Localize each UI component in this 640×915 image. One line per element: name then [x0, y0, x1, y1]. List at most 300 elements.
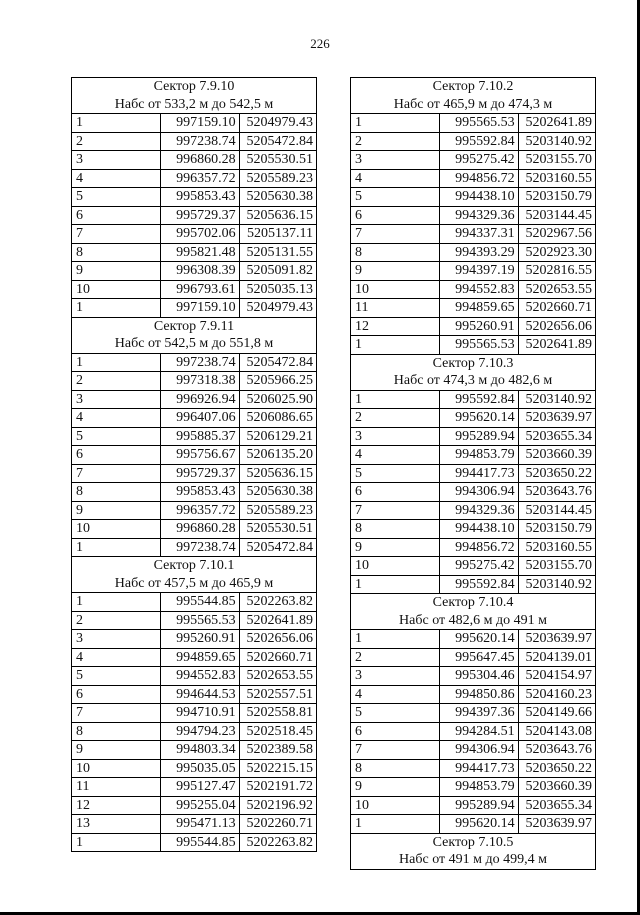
point-number-cell: 1	[72, 833, 161, 852]
y-coordinate-cell: 5204139.01	[518, 648, 595, 667]
x-coordinate-cell: 994710.91	[161, 704, 239, 723]
table-row	[351, 501, 596, 520]
table-row	[72, 299, 317, 318]
x-coordinate-cell: 995729.37	[161, 206, 239, 225]
y-coordinate-cell: 5205091.82	[239, 262, 316, 281]
x-coordinate-cell: 995544.85	[161, 593, 239, 612]
table-row	[351, 630, 596, 649]
x-coordinate-cell: 995544.85	[161, 833, 239, 852]
y-coordinate-cell: 5205530.51	[239, 520, 316, 539]
x-coordinate-cell: 995647.45	[440, 648, 518, 667]
x-coordinate-cell: 995304.46	[440, 667, 518, 686]
y-coordinate-cell: 5205630.38	[239, 483, 316, 502]
point-number-cell: 9	[351, 778, 440, 797]
sector-header-row	[72, 78, 317, 114]
y-coordinate-cell: 5202260.71	[239, 815, 316, 834]
table-row	[351, 667, 596, 686]
x-coordinate-cell: 996357.72	[161, 169, 239, 188]
point-number-cell: 7	[72, 225, 161, 244]
y-coordinate-cell: 5203639.97	[518, 815, 595, 834]
y-coordinate-cell: 5203155.70	[518, 557, 595, 576]
sector-header	[351, 594, 596, 630]
table-row	[351, 299, 596, 318]
x-coordinate-cell: 995565.53	[440, 114, 518, 133]
point-number-cell: 4	[72, 169, 161, 188]
x-coordinate-cell: 994552.83	[440, 280, 518, 299]
left-coordinate-table	[71, 77, 317, 852]
point-number-cell: 7	[72, 464, 161, 483]
point-number-cell: 8	[72, 722, 161, 741]
x-coordinate-cell: 995035.05	[161, 759, 239, 778]
point-number-cell: 1	[351, 815, 440, 834]
y-coordinate-cell: 5205589.23	[239, 501, 316, 520]
point-number-cell: 1	[351, 114, 440, 133]
point-number-cell: 5	[72, 427, 161, 446]
y-coordinate-cell: 5203650.22	[518, 759, 595, 778]
sector-title: Сектор 7.10.3	[432, 355, 514, 371]
y-coordinate-cell: 5202660.71	[239, 648, 316, 667]
y-coordinate-cell: 5202557.51	[239, 685, 316, 704]
y-coordinate-cell: 5203655.34	[518, 796, 595, 815]
point-number-cell: 10	[72, 280, 161, 299]
point-number-cell: 2	[351, 648, 440, 667]
table-row	[351, 390, 596, 409]
point-number-cell: 13	[72, 815, 161, 834]
table-row	[351, 206, 596, 225]
y-coordinate-cell: 5203655.34	[518, 427, 595, 446]
x-coordinate-cell: 995275.42	[440, 557, 518, 576]
point-number-cell: 4	[351, 446, 440, 465]
table-row	[72, 243, 317, 262]
point-number-cell: 9	[72, 262, 161, 281]
point-number-cell: 12	[351, 317, 440, 336]
x-coordinate-cell: 995620.14	[440, 815, 518, 834]
x-coordinate-cell: 997159.10	[161, 299, 239, 318]
sector-title: Сектор 7.9.10	[153, 79, 235, 94]
y-coordinate-cell: 5203639.97	[518, 409, 595, 428]
table-row	[351, 336, 596, 355]
table-row	[72, 372, 317, 391]
point-number-cell: 5	[351, 464, 440, 483]
x-coordinate-cell: 994850.86	[440, 685, 518, 704]
table-row	[72, 169, 317, 188]
y-coordinate-cell: 5202263.82	[239, 593, 316, 612]
y-coordinate-cell: 5202196.92	[239, 796, 316, 815]
sector-subtitle: Набс от 542,5 м до 551,8 м	[114, 336, 274, 351]
point-number-cell: 2	[351, 132, 440, 151]
table-row	[72, 759, 317, 778]
x-coordinate-cell: 994306.94	[440, 741, 518, 760]
table-row	[72, 796, 317, 815]
point-number-cell: 9	[351, 538, 440, 557]
table-row	[351, 557, 596, 576]
table-row	[72, 593, 317, 612]
y-coordinate-cell: 5205966.25	[239, 372, 316, 391]
y-coordinate-cell: 5202641.89	[518, 114, 595, 133]
x-coordinate-cell: 996793.61	[161, 280, 239, 299]
point-number-cell: 5	[351, 704, 440, 723]
y-coordinate-cell: 5203160.55	[518, 169, 595, 188]
x-coordinate-cell: 995821.48	[161, 243, 239, 262]
table-row	[72, 648, 317, 667]
point-number-cell: 4	[351, 685, 440, 704]
y-coordinate-cell: 5202558.81	[239, 704, 316, 723]
table-row	[72, 132, 317, 151]
point-number-cell: 10	[351, 280, 440, 299]
x-coordinate-cell: 995592.84	[440, 132, 518, 151]
table-row	[72, 501, 317, 520]
x-coordinate-cell: 994859.65	[440, 299, 518, 318]
x-coordinate-cell: 994853.79	[440, 778, 518, 797]
point-number-cell: 8	[351, 520, 440, 539]
y-coordinate-cell: 5203643.76	[518, 483, 595, 502]
point-number-cell: 1	[72, 593, 161, 612]
table-row	[72, 685, 317, 704]
y-coordinate-cell: 5203150.79	[518, 520, 595, 539]
y-coordinate-cell: 5204143.08	[518, 722, 595, 741]
x-coordinate-cell: 996407.06	[161, 409, 239, 428]
point-number-cell: 3	[72, 151, 161, 170]
x-coordinate-cell: 996308.39	[161, 262, 239, 281]
y-coordinate-cell: 5203643.76	[518, 741, 595, 760]
x-coordinate-cell: 995853.43	[161, 188, 239, 207]
table-row	[351, 280, 596, 299]
x-coordinate-cell: 994397.19	[440, 262, 518, 281]
table-row	[72, 206, 317, 225]
table-row	[351, 132, 596, 151]
y-coordinate-cell: 5203639.97	[518, 630, 595, 649]
x-coordinate-cell: 997238.74	[161, 538, 239, 557]
table-row	[351, 262, 596, 281]
x-coordinate-cell: 994856.72	[440, 169, 518, 188]
point-number-cell: 3	[351, 427, 440, 446]
y-coordinate-cell: 5205589.23	[239, 169, 316, 188]
y-coordinate-cell: 5205530.51	[239, 151, 316, 170]
table-row	[351, 796, 596, 815]
table-row	[351, 759, 596, 778]
y-coordinate-cell: 5202923.30	[518, 243, 595, 262]
page-number: 226	[310, 36, 330, 51]
point-number-cell: 2	[72, 611, 161, 630]
y-coordinate-cell: 5205472.84	[239, 353, 316, 372]
sector-subtitle: Набс от 457,5 м до 465,9 м	[114, 575, 274, 591]
sector-header-row	[351, 354, 596, 390]
x-coordinate-cell: 994306.94	[440, 483, 518, 502]
table-row	[351, 409, 596, 428]
table-row	[351, 722, 596, 741]
y-coordinate-cell: 5202215.15	[239, 759, 316, 778]
x-coordinate-cell: 995756.67	[161, 446, 239, 465]
x-coordinate-cell: 994859.65	[161, 648, 239, 667]
x-coordinate-cell: 994794.23	[161, 722, 239, 741]
sector-header-row	[351, 833, 596, 869]
x-coordinate-cell: 995592.84	[440, 390, 518, 409]
x-coordinate-cell: 994417.73	[440, 464, 518, 483]
x-coordinate-cell: 997318.38	[161, 372, 239, 391]
table-row	[351, 243, 596, 262]
x-coordinate-cell: 994644.53	[161, 685, 239, 704]
table-row	[72, 520, 317, 539]
table-row	[72, 483, 317, 502]
y-coordinate-cell: 5204149.66	[518, 704, 595, 723]
table-row	[351, 704, 596, 723]
point-number-cell: 1	[351, 630, 440, 649]
sector-header-row	[351, 78, 596, 114]
table-row	[351, 538, 596, 557]
sector-subtitle: Набс от 491 м до 499,4 м	[399, 852, 547, 867]
x-coordinate-cell: 995289.94	[440, 427, 518, 446]
point-number-cell: 6	[351, 483, 440, 502]
table-row	[351, 225, 596, 244]
point-number-cell: 8	[351, 243, 440, 262]
point-number-cell: 8	[72, 483, 161, 502]
x-coordinate-cell: 995255.04	[161, 796, 239, 815]
y-coordinate-cell: 5203140.92	[518, 575, 595, 594]
y-coordinate-cell: 5202653.55	[239, 667, 316, 686]
x-coordinate-cell: 996860.28	[161, 151, 239, 170]
point-number-cell: 6	[72, 206, 161, 225]
point-number-cell: 1	[351, 336, 440, 355]
point-number-cell: 10	[351, 796, 440, 815]
y-coordinate-cell: 5202660.71	[518, 299, 595, 318]
sector-title: Сектор 7.10.2	[432, 79, 514, 94]
table-row	[72, 464, 317, 483]
point-number-cell: 1	[72, 299, 161, 318]
y-coordinate-cell: 5203650.22	[518, 464, 595, 483]
table-row	[351, 446, 596, 465]
y-coordinate-cell: 5202191.72	[239, 778, 316, 797]
table-row	[351, 520, 596, 539]
y-coordinate-cell: 5203150.79	[518, 188, 595, 207]
table-row	[72, 280, 317, 299]
y-coordinate-cell: 5203155.70	[518, 151, 595, 170]
x-coordinate-cell: 995853.43	[161, 483, 239, 502]
y-coordinate-cell: 5205636.15	[239, 206, 316, 225]
table-row	[351, 741, 596, 760]
point-number-cell: 6	[72, 685, 161, 704]
x-coordinate-cell: 995620.14	[440, 409, 518, 428]
point-number-cell: 11	[72, 778, 161, 797]
table-row	[72, 778, 317, 797]
y-coordinate-cell: 5202641.89	[518, 336, 595, 355]
table-row	[72, 630, 317, 649]
y-coordinate-cell: 5203140.92	[518, 390, 595, 409]
x-coordinate-cell: 994397.36	[440, 704, 518, 723]
table-row	[72, 427, 317, 446]
table-row	[72, 114, 317, 133]
point-number-cell: 4	[72, 648, 161, 667]
table-row	[351, 188, 596, 207]
y-coordinate-cell: 5203660.39	[518, 778, 595, 797]
point-number-cell: 3	[72, 630, 161, 649]
sector-title: Сектор 7.10.4	[432, 595, 514, 610]
y-coordinate-cell: 5202967.56	[518, 225, 595, 244]
table-row	[351, 483, 596, 502]
sector-header	[351, 833, 596, 869]
point-number-cell: 9	[72, 741, 161, 760]
point-number-cell: 9	[351, 262, 440, 281]
x-coordinate-cell: 994284.51	[440, 722, 518, 741]
point-number-cell: 5	[72, 667, 161, 686]
table-row	[72, 611, 317, 630]
sector-subtitle: Набс от 533,2 м до 542,5 м	[114, 96, 274, 112]
x-coordinate-cell: 995620.14	[440, 630, 518, 649]
x-coordinate-cell: 994853.79	[440, 446, 518, 465]
sector-title: Сектор 7.9.11	[153, 318, 235, 334]
point-number-cell: 7	[351, 501, 440, 520]
sector-header-row	[72, 317, 317, 353]
x-coordinate-cell: 997238.74	[161, 353, 239, 372]
sector-header-row	[351, 594, 596, 630]
x-coordinate-cell: 995289.94	[440, 796, 518, 815]
point-number-cell: 11	[351, 299, 440, 318]
point-number-cell: 10	[72, 520, 161, 539]
sector-header	[351, 78, 596, 114]
y-coordinate-cell: 5203160.55	[518, 538, 595, 557]
x-coordinate-cell: 994417.73	[440, 759, 518, 778]
sector-header	[72, 557, 317, 593]
table-row	[72, 704, 317, 723]
table-row	[351, 317, 596, 336]
x-coordinate-cell: 996860.28	[161, 520, 239, 539]
y-coordinate-cell: 5204979.43	[239, 114, 316, 133]
y-coordinate-cell: 5204979.43	[239, 299, 316, 318]
x-coordinate-cell: 995127.47	[161, 778, 239, 797]
point-number-cell: 1	[351, 390, 440, 409]
table-row	[72, 815, 317, 834]
table-row	[72, 353, 317, 372]
y-coordinate-cell: 5204154.97	[518, 667, 595, 686]
y-coordinate-cell: 5203140.92	[518, 132, 595, 151]
y-coordinate-cell: 5206135.20	[239, 446, 316, 465]
y-coordinate-cell: 5203144.45	[518, 206, 595, 225]
table-row	[351, 151, 596, 170]
sector-subtitle: Набс от 465,9 м до 474,3 м	[393, 96, 553, 112]
right-coordinate-table	[350, 77, 596, 870]
y-coordinate-cell: 5202816.55	[518, 262, 595, 281]
table-row	[351, 685, 596, 704]
y-coordinate-cell: 5205137.11	[239, 225, 316, 244]
y-coordinate-cell: 5203144.45	[518, 501, 595, 520]
point-number-cell: 10	[72, 759, 161, 778]
y-coordinate-cell: 5202389.58	[239, 741, 316, 760]
table-row	[72, 446, 317, 465]
coordinates-table	[71, 77, 317, 852]
point-number-cell: 12	[72, 796, 161, 815]
x-coordinate-cell: 995592.84	[440, 575, 518, 594]
y-coordinate-cell: 5206129.21	[239, 427, 316, 446]
x-coordinate-cell: 996357.72	[161, 501, 239, 520]
y-coordinate-cell: 5205630.38	[239, 188, 316, 207]
point-number-cell: 7	[351, 225, 440, 244]
table-row	[72, 667, 317, 686]
x-coordinate-cell: 995565.53	[440, 336, 518, 355]
y-coordinate-cell: 5203660.39	[518, 446, 595, 465]
y-coordinate-cell: 5206025.90	[239, 390, 316, 409]
point-number-cell: 9	[72, 501, 161, 520]
point-number-cell: 8	[351, 759, 440, 778]
point-number-cell: 7	[351, 741, 440, 760]
sector-title: Сектор 7.10.5	[432, 834, 514, 850]
point-number-cell: 3	[351, 667, 440, 686]
table-row	[351, 114, 596, 133]
y-coordinate-cell: 5205131.55	[239, 243, 316, 262]
y-coordinate-cell: 5202263.82	[239, 833, 316, 852]
x-coordinate-cell: 995729.37	[161, 464, 239, 483]
x-coordinate-cell: 994803.34	[161, 741, 239, 760]
table-row	[72, 151, 317, 170]
sector-header	[72, 78, 317, 114]
point-number-cell: 10	[351, 557, 440, 576]
y-coordinate-cell: 5202656.06	[239, 630, 316, 649]
y-coordinate-cell: 5204160.23	[518, 685, 595, 704]
x-coordinate-cell: 994438.10	[440, 520, 518, 539]
table-row	[351, 815, 596, 834]
point-number-cell: 6	[72, 446, 161, 465]
table-row	[72, 741, 317, 760]
y-coordinate-cell: 5205472.84	[239, 538, 316, 557]
x-coordinate-cell: 994438.10	[440, 188, 518, 207]
point-number-cell: 1	[72, 114, 161, 133]
x-coordinate-cell: 995260.91	[440, 317, 518, 336]
x-coordinate-cell: 994393.29	[440, 243, 518, 262]
table-row	[72, 833, 317, 852]
point-number-cell: 2	[351, 409, 440, 428]
point-number-cell: 4	[351, 169, 440, 188]
table-row	[72, 722, 317, 741]
sector-subtitle: Набс от 474,3 м до 482,6 м	[393, 373, 553, 388]
x-coordinate-cell: 995275.42	[440, 151, 518, 170]
table-row	[72, 188, 317, 207]
table-row	[351, 427, 596, 446]
x-coordinate-cell: 994856.72	[440, 538, 518, 557]
y-coordinate-cell: 5202518.45	[239, 722, 316, 741]
table-row	[351, 169, 596, 188]
coordinates-table	[350, 77, 596, 870]
x-coordinate-cell: 994329.36	[440, 501, 518, 520]
table-row	[351, 648, 596, 667]
x-coordinate-cell: 997238.74	[161, 132, 239, 151]
point-number-cell: 5	[72, 188, 161, 207]
table-row	[351, 464, 596, 483]
point-number-cell: 1	[72, 538, 161, 557]
table-row	[72, 409, 317, 428]
sector-header-row	[72, 557, 317, 593]
point-number-cell: 6	[351, 206, 440, 225]
x-coordinate-cell: 995885.37	[161, 427, 239, 446]
table-row	[72, 538, 317, 557]
x-coordinate-cell: 995565.53	[161, 611, 239, 630]
sector-header	[351, 354, 596, 390]
x-coordinate-cell: 994329.36	[440, 206, 518, 225]
point-number-cell: 2	[72, 372, 161, 391]
x-coordinate-cell: 995702.06	[161, 225, 239, 244]
sector-header	[72, 317, 317, 353]
point-number-cell: 8	[72, 243, 161, 262]
table-row	[72, 390, 317, 409]
y-coordinate-cell: 5205636.15	[239, 464, 316, 483]
x-coordinate-cell: 995260.91	[161, 630, 239, 649]
sector-title: Сектор 7.10.1	[153, 558, 235, 573]
point-number-cell: 6	[351, 722, 440, 741]
y-coordinate-cell: 5205035.13	[239, 280, 316, 299]
y-coordinate-cell: 5202656.06	[518, 317, 595, 336]
x-coordinate-cell: 996926.94	[161, 390, 239, 409]
table-row	[351, 778, 596, 797]
point-number-cell: 2	[72, 132, 161, 151]
table-row	[351, 575, 596, 594]
table-row	[72, 225, 317, 244]
